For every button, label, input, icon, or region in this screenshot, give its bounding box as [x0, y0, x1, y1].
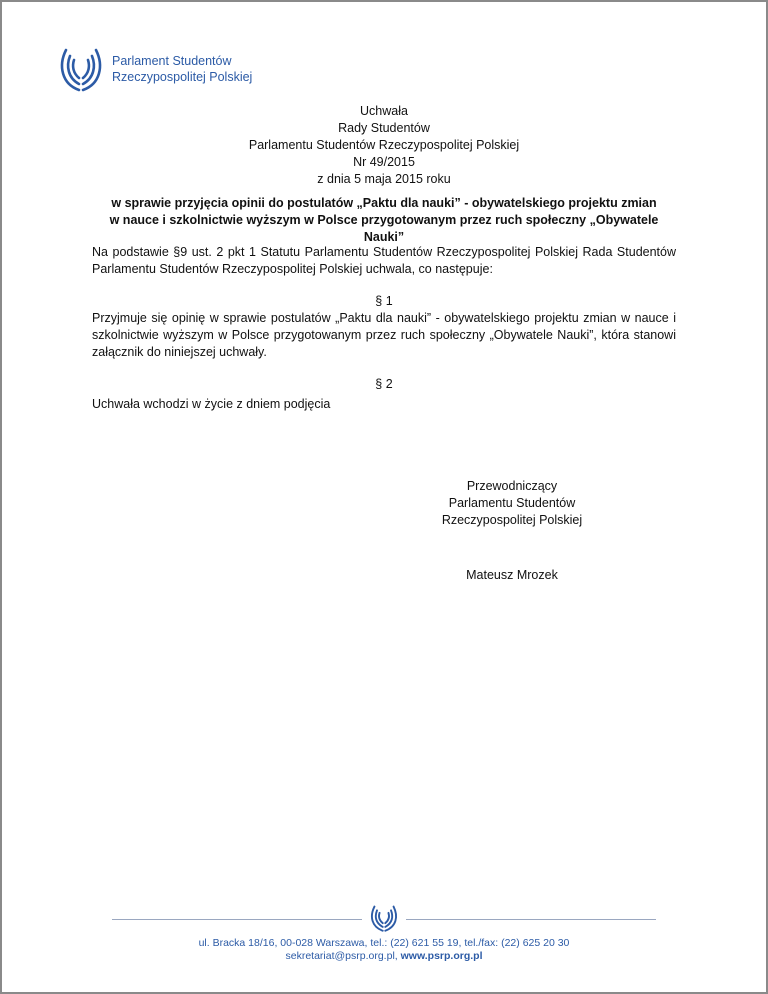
footer-divider-right	[406, 919, 656, 920]
resolution-number: Nr 49/2015	[353, 155, 415, 169]
footer-divider-left	[112, 919, 362, 920]
section-1-mark: § 1	[375, 294, 393, 308]
title-line: Parlamentu Studentów Rzeczypospolitej Polskiej	[248, 138, 520, 152]
title-line: Uchwała	[360, 104, 408, 118]
signature-role	[412, 478, 612, 529]
footer-separator: ,	[394, 950, 401, 962]
footer-address: ul. Bracka 18/16, 00-028 Warszawa, tel.: (22) 621 55 19, tel./fax: (22) 625 20 30	[198, 937, 570, 949]
footer-contact	[102, 950, 666, 963]
organization-name-line1: Parlament Studentów	[112, 54, 232, 68]
subject-line: w nauce i szkolnictwie wyższym w Polsce przygotowanym przez ruch społeczny „Obywatele Nauki”	[109, 213, 659, 244]
organization-name	[112, 53, 252, 85]
organization-name-line2: Rzeczypospolitej Polskiej	[112, 70, 253, 84]
section-2-mark: § 2	[375, 377, 393, 391]
resolution-date: z dnia 5 maja 2015 roku	[317, 172, 451, 186]
signatory-name: Mateusz Mrozek	[466, 568, 558, 582]
resolution-subject	[92, 195, 676, 246]
title-line: Rady Studentów	[338, 121, 430, 135]
signature-role-line: Parlamentu Studentów	[448, 496, 576, 510]
signature-role-line: Przewodniczący	[466, 479, 558, 493]
resolution-title	[92, 103, 676, 188]
section-1-text: Przyjmuje się opinię w sprawie postulatów „Paktu dla nauki” - obywatelskiego projektu zmian w nauce i szkolnictwie wyższym w Polsce przygotowanym przez ruch społeczny „Obywatele Nauki”, która stanowi załącznik do niniejszej uchwały.	[92, 311, 676, 359]
document-page	[2, 2, 766, 992]
signature-role-line: Rzeczypospolitej Polskiej	[441, 513, 583, 527]
footer-email[interactable]: sekretariat@psrp.org.pl	[285, 950, 395, 962]
subject-line: w sprawie przyjęcia opinii do postulatów „Paktu dla nauki” - obywatelskiego projektu zmian	[111, 196, 657, 210]
wings-emblem-small-icon	[368, 904, 400, 932]
section-2-text: Uchwała wchodzi w życie z dniem podjęcia	[92, 397, 331, 411]
wings-emblem-icon	[56, 44, 106, 94]
footer-website[interactable]: www.psrp.org.pl	[400, 950, 483, 962]
intro-paragraph: Na podstawie §9 ust. 2 pkt 1 Statutu Parlamentu Studentów Rzeczypospolitej Polskiej Rada Studentów Parlamentu Studentów Rzeczypospolitej Polskiej uchwala, co następuje:	[92, 245, 676, 276]
